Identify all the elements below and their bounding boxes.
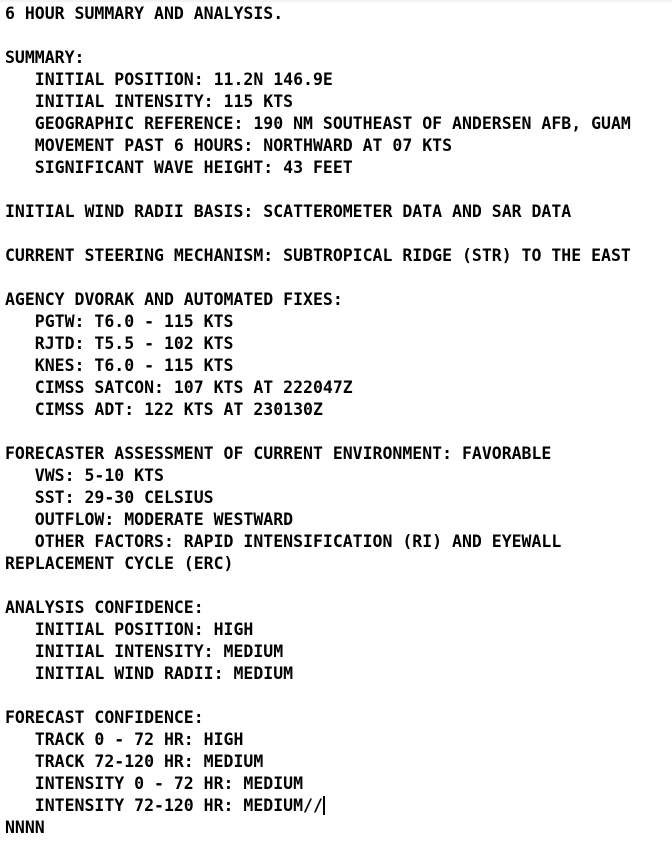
analysis-initial-position: INITIAL POSITION: HIGH [5, 620, 254, 639]
summary-geographic-reference: GEOGRAPHIC REFERENCE: 190 NM SOUTHEAST OF ANDERSEN AFB, GUAM [5, 114, 631, 133]
blank-line [5, 267, 672, 289]
fix-cimss-satcon: CIMSS SATCON: 107 KTS AT 222047Z [5, 378, 353, 397]
fix-cimss-adt: CIMSS ADT: 122 KTS AT 230130Z [5, 400, 323, 419]
summary-significant-wave-height: SIGNIFICANT WAVE HEIGHT: 43 FEET [5, 158, 353, 177]
environment-heading: FORECASTER ASSESSMENT OF CURRENT ENVIRONMENT: FAVORABLE [5, 444, 552, 463]
analysis-initial-wind-radii: INITIAL WIND RADII: MEDIUM [5, 664, 294, 683]
summary-initial-intensity: INITIAL INTENSITY: 115 KTS [5, 92, 294, 111]
blank-line [5, 223, 672, 245]
analysis-confidence-heading: ANALYSIS CONFIDENCE: [5, 598, 204, 617]
steering-mechanism-line: CURRENT STEERING MECHANISM: SUBTROPICAL RIDGE (STR) TO THE EAST [5, 246, 631, 265]
forecast-confidence-heading: FORECAST CONFIDENCE: [5, 708, 204, 727]
summary-heading: SUMMARY: [5, 48, 85, 67]
forecast-intensity-72-120 [5, 795, 672, 817]
terminator-nnnn: NNNN [5, 818, 45, 837]
text-cursor [323, 796, 325, 815]
blank-line [5, 685, 672, 707]
blank-line [5, 421, 672, 443]
forecast-track-72-120: TRACK 72-120 HR: MEDIUM [5, 752, 264, 771]
blank-line [5, 179, 672, 201]
environment-outflow: OUTFLOW: MODERATE WESTWARD [5, 510, 294, 529]
forecast-track-0-72: TRACK 0 - 72 HR: HIGH [5, 730, 244, 749]
analysis-initial-intensity: INITIAL INTENSITY: MEDIUM [5, 642, 284, 661]
blank-line [5, 575, 672, 597]
forecast-intensity-72-120-text: INTENSITY 72-120 HR: MEDIUM// [5, 796, 323, 815]
fix-knes: KNES: T6.0 - 115 KTS [5, 356, 234, 375]
forecast-intensity-0-72: INTENSITY 0 - 72 HR: MEDIUM [5, 774, 304, 793]
wind-radii-basis-line: INITIAL WIND RADII BASIS: SCATTEROMETER DATA AND SAR DATA [5, 202, 572, 221]
summary-movement-past-6-hours: MOVEMENT PAST 6 HOURS: NORTHWARD AT 07 KTS [5, 136, 453, 155]
fix-rjtd: RJTD: T5.5 - 102 KTS [5, 334, 234, 353]
fix-pgtw: PGTW: T6.0 - 115 KTS [5, 312, 234, 331]
text-editor-area[interactable] [0, 2, 672, 839]
environment-other-factors-wrap: REPLACEMENT CYCLE (ERC) [5, 554, 234, 573]
bulletin-title: 6 HOUR SUMMARY AND ANALYSIS. [5, 4, 284, 23]
summary-initial-position: INITIAL POSITION: 11.2N 146.9E [5, 70, 333, 89]
environment-other-factors: OTHER FACTORS: RAPID INTENSIFICATION (RI) AND EYEWALL [5, 532, 562, 551]
environment-sst: SST: 29-30 CELSIUS [5, 488, 214, 507]
environment-vws: VWS: 5-10 KTS [5, 466, 164, 485]
blank-line [5, 25, 672, 47]
fixes-heading: AGENCY DVORAK AND AUTOMATED FIXES: [5, 290, 343, 309]
